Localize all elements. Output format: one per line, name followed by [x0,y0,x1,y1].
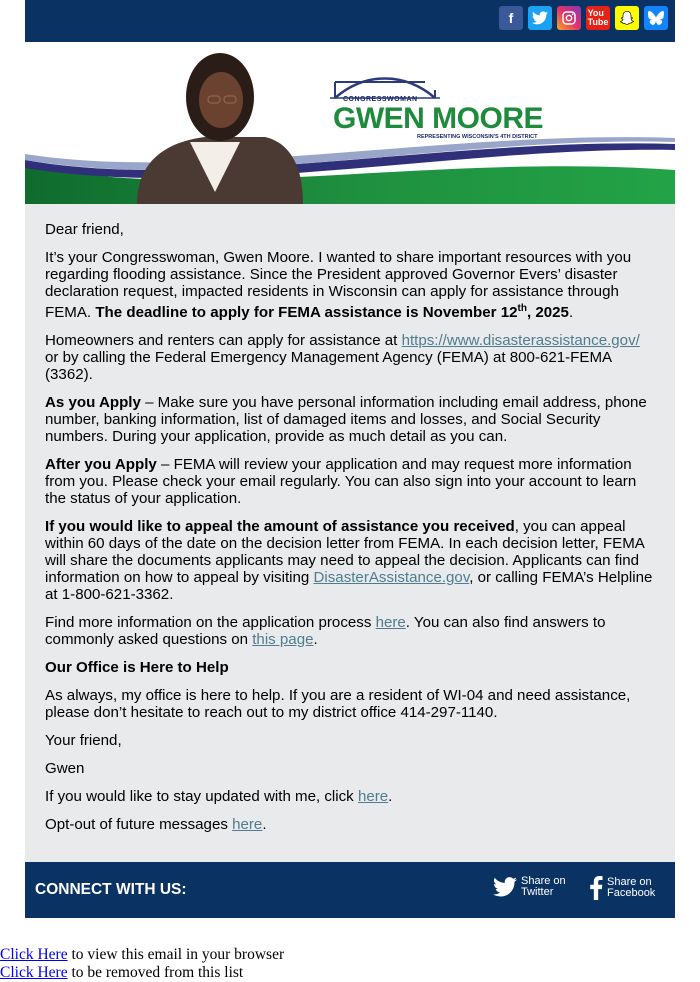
disasterassistance-gov-link[interactable]: DisasterAssistance.gov [313,569,470,587]
unsubscribe-link[interactable]: Click Here [0,964,68,981]
email-container [25,0,675,918]
twitter-icon[interactable] [528,6,552,30]
view-in-browser-line: Click Here to view this email in your browser [0,946,285,963]
instagram-icon[interactable] [557,6,581,30]
portrait [137,53,303,204]
more-info-paragraph: Find more information on the application process here. You can also find answers to commonly asked questions on this page. [45,614,606,649]
office-paragraph: As always, my office is here to help. If you are a resident of WI-04 and need assistance, please don’t hesitate to reach out to my district office 414-297-1140. [45,687,631,722]
facebook-icon[interactable]: f [499,6,523,30]
stay-updated-paragraph: If you would like to stay updated with me, click here. [45,788,393,806]
signature: Gwen [45,760,85,778]
banner-name: GWEN MOORE [333,102,543,135]
apply-paragraph: Homeowners and renters can apply for assistance at https://www.disasterassistance.gov/ or by calling the Federal Emergency Management Agency (FEMA) at 800-621-FEMA (3362). [45,332,640,384]
opt-out-paragraph: Opt-out of future messages here. [45,816,267,834]
banner-subtitle: REPRESENTING WISCONSIN'S 4TH DISTRICT [417,134,538,140]
snapchat-icon[interactable] [615,6,639,30]
bluesky-icon[interactable] [644,6,668,30]
office-heading: Our Office is Here to Help [45,659,229,677]
signoff: Your friend, [45,732,122,750]
application-process-link[interactable]: here [375,614,406,632]
share-facebook-label: Share on Facebook [607,876,656,900]
share-facebook-button[interactable] [589,876,655,900]
opt-out-link[interactable]: here [232,816,263,834]
social-icons [499,6,668,30]
share-twitter-label: Share on Twitter [521,875,566,899]
greeting: Dear friend, [45,221,124,238]
stay-updated-link[interactable]: here [357,788,389,806]
deadline-text: The deadline to apply for FEMA assistance is November 12th, 2025 [95,303,569,322]
connect-heading: CONNECT WITH US: [35,881,187,899]
email-body [25,204,675,862]
intro-paragraph: It’s your Congresswoman, Gwen Moore. I wanted to share important resources with you regarding flooding assistance. Since the President approved Governor Evers’ disaster declaration request, impacted residents in Wisconsin can apply for assistance through FEMA. The deadline to apply for FEMA assistance is November 12th, 2025. [45,249,632,322]
facebook-icon [589,876,603,900]
faq-page-link[interactable]: this page [252,631,314,649]
twitter-icon [493,877,517,897]
as-you-apply-paragraph: As you Apply – Make sure you have personal information including email address, phone number, banking information, list of damaged items and losses, and Social Security numbers. During your application, provide as much detail as you can. [45,394,647,446]
youtube-icon[interactable]: You Tube [586,6,610,30]
after-you-apply-paragraph: After you Apply – FEMA will review your application and may request more information from you. Please check your email regularly. You can also sign into your account to learn the status of your application. [45,456,637,508]
disasterassistance-link[interactable]: https://www.disasterassistance.gov/ [401,332,640,350]
top-bar [25,0,675,42]
appeal-paragraph: If you would like to appeal the amount of assistance you received, you can appeal within 60 days of the date on the decision letter from FEMA. In each decision letter, FEMA will share the documents applicants may need to appeal the decision. Applicants can find information on how to appeal by visiting DisasterAssistance.gov, or calling FEMA’s Helpline at 1-800-621-3362. [45,518,653,604]
share-twitter-button[interactable] [493,876,566,898]
banner-title-top: CONGRESSWOMAN [343,96,418,103]
below-email-links [0,946,284,982]
unsubscribe-line: Click Here to be removed from this list [0,964,244,981]
view-in-browser-link[interactable]: Click Here [0,946,68,963]
header-banner [25,42,675,204]
footer-bar [25,862,675,918]
